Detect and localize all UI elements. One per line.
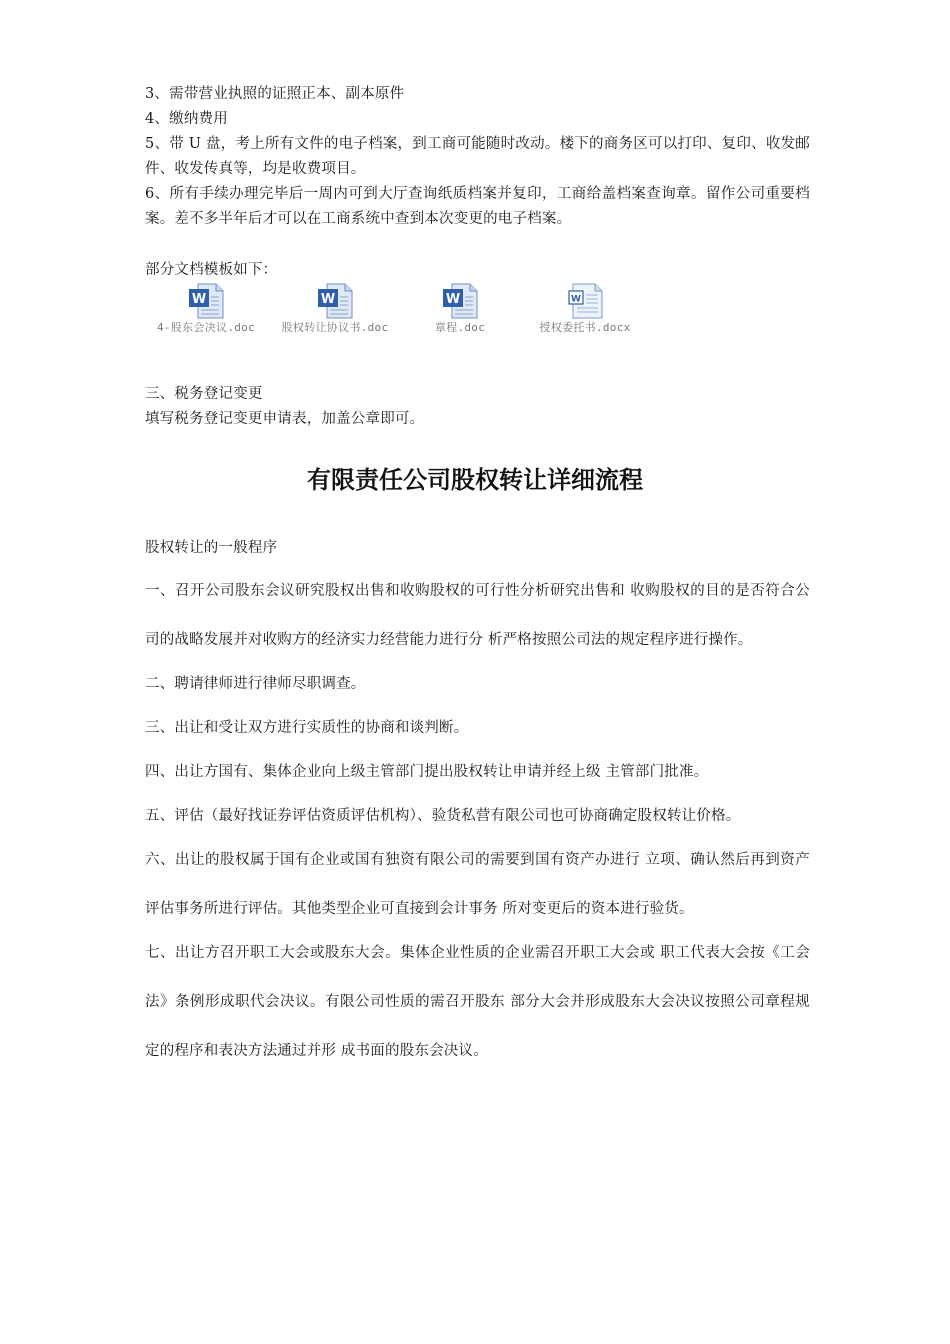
svg-text:W: W <box>571 294 581 305</box>
procedure-step: 七、出让方召开职工大会或股东大会。集体企业性质的企业需召开职工大会或 职工代表大会按《工会法》条例形成职代会决议。有限公司性质的需召开股东 部分大会并形成股东大会决议按照公司章程规定的程序和表决方法通过并形 成书面的股东会决议。 <box>145 945 810 1059</box>
attachment-label: 授权委托书.docx <box>539 321 631 334</box>
list-item: 3、需带营业执照的证照正本、副本原件 <box>145 86 405 102</box>
procedure-step: 三、出让和受让双方进行实质性的协商和谈判断。 <box>145 720 469 736</box>
word-doc-icon <box>440 282 480 320</box>
procedure-step: 五、评估（最好找证券评估资质评估机构）、验货私营有限公司也可协商确定股权转让价格。 <box>145 808 741 824</box>
procedure-steps <box>145 567 810 1076</box>
attachment-shareholder-resolution[interactable] <box>145 282 267 335</box>
procedure-step: 四、出让方国有、集体企业向上级主管部门提出股权转让申请并经上级 主管部门批准。 <box>145 764 709 780</box>
procedure-intro-block <box>145 536 810 561</box>
procedure-step: 二、聘请律师进行律师尽职调查。 <box>145 676 366 692</box>
attachment-label: 股权转让协议书.doc <box>281 321 389 334</box>
attachment-list <box>145 282 665 354</box>
attachment-label: 章程.doc <box>434 321 486 334</box>
templates-intro-block <box>145 258 810 283</box>
section-body: 填写税务登记变更申请表，加盖公章即可。 <box>145 411 425 427</box>
word-doc-icon <box>186 282 226 320</box>
page-title: 有限责任公司股权转让详细流程 <box>307 466 643 494</box>
attachment-transfer-agreement[interactable] <box>273 282 397 335</box>
requirements-list <box>145 82 810 232</box>
section-heading: 三、税务登记变更 <box>145 386 263 402</box>
attachment-label: 4-股东会决议.doc <box>156 321 256 334</box>
list-item: 5、带 U 盘，考上所有文件的电子档案，到工商可能随时改动。楼下的商务区可以打印、复印、收发邮件、收发传真等，均是收费项目。 <box>145 136 810 177</box>
procedure-intro: 股权转让的一般程序 <box>145 540 278 556</box>
svg-text:W: W <box>445 292 461 307</box>
word-doc-icon <box>315 282 355 320</box>
svg-text:W: W <box>320 292 336 307</box>
svg-text:W: W <box>191 292 207 307</box>
list-item: 4、缴纳费用 <box>145 111 228 127</box>
procedure-step: 一、召开公司股东会议研究股权出售和收购股权的可行性分析研究出售和 收购股权的目的是否符合公司的战略发展并对收购方的经济实力经营能力进行分 析严格按照公司法的规定程序进行操作。 <box>145 583 810 648</box>
attachment-power-of-attorney[interactable] <box>527 282 643 335</box>
attachment-articles[interactable] <box>415 282 505 335</box>
procedure-step: 六、出让的股权属于国有企业或国有独资有限公司的需要到国有资产办进行 立项、确认然后再到资产评估事务所进行评估。其他类型企业可直接到会计事务 所对变更后的资本进行验货。 <box>145 852 810 917</box>
tax-section <box>145 382 810 432</box>
word-docx-icon <box>565 282 605 320</box>
templates-intro: 部分文档模板如下： <box>145 262 278 278</box>
list-item: 6、所有手续办理完毕后一周内可到大厅查询纸质档案并复印，工商给盖档案查询章。留作公司重要档案。差不多半年后才可以在工商系统中查到本次变更的电子档案。 <box>145 186 810 227</box>
